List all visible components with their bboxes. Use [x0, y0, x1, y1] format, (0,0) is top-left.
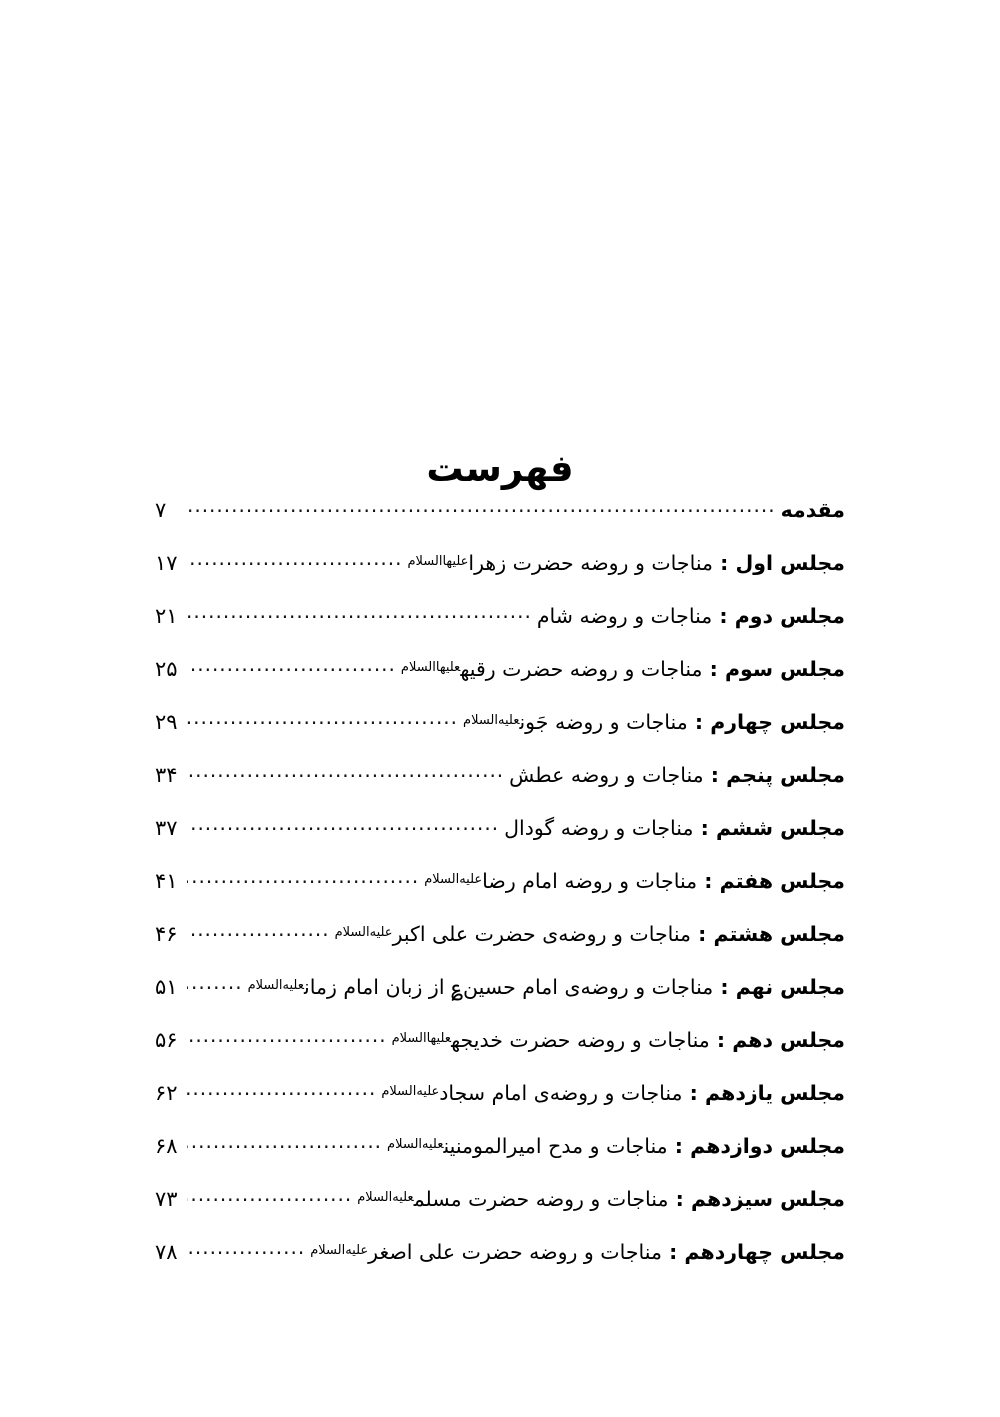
toc-entry-text: [502, 817, 845, 841]
toc-entry-label: مجلس سیزدهم: [690, 1187, 845, 1211]
toc-entry-label: مجلس چهاردهم: [684, 1240, 845, 1264]
toc-entry-description: مناجات و روضه شام: [536, 604, 713, 628]
dot-leader: [187, 554, 403, 570]
toc-entry-text: [355, 1188, 845, 1212]
toc-entry-description: مناجات و روضه‌ی حضرت علی اکبر: [392, 922, 692, 946]
toc-entry[interactable]: [155, 657, 845, 710]
honorific-icon: علیه‌السلام: [357, 1190, 414, 1206]
honorific-icon: علیه‌السلام: [247, 978, 305, 994]
toc-entry-text: [422, 870, 845, 894]
dot-leader: [187, 501, 776, 517]
toc-entry-description: مناجات و مدح امیرالمومنین: [443, 1134, 668, 1158]
toc-entry[interactable]: [155, 869, 845, 922]
toc-entry[interactable]: [155, 710, 845, 763]
toc-entry[interactable]: [155, 1134, 845, 1187]
dot-leader: [187, 1190, 352, 1206]
table-of-contents-list: [155, 498, 845, 1293]
honorific-icon: علیهاالسلام: [400, 660, 461, 676]
toc-entry-description: مناجات و روضه‌ی امام حسین؏ از زبان امام زمان: [304, 975, 714, 999]
toc-entry[interactable]: [155, 1187, 845, 1240]
toc-entry[interactable]: [155, 1028, 845, 1081]
dot-leader: [187, 978, 243, 994]
toc-entry-description: مناجات و روضه حضرت زهرا: [468, 551, 713, 575]
dot-leader: [187, 1084, 376, 1100]
toc-entry-label: مجلس هشتم: [713, 922, 845, 946]
dot-leader: [187, 766, 504, 782]
toc-entry-page-number: ۵۶: [155, 1028, 178, 1052]
honorific-icon: علیه‌السلام: [381, 1084, 440, 1100]
dot-leader: [187, 607, 532, 623]
toc-entry-separator: :: [661, 1240, 685, 1264]
toc-entry-separator: :: [712, 604, 735, 628]
toc-entry-separator: :: [682, 1081, 706, 1105]
toc-entry-separator: :: [703, 763, 727, 787]
toc-entry-page-number: ۷۸: [155, 1240, 178, 1264]
toc-entry-label: مجلس هفتم: [719, 869, 845, 893]
toc-entry-text: [399, 658, 845, 682]
toc-entry-separator: :: [668, 1187, 691, 1211]
dot-leader: [187, 1137, 382, 1153]
toc-entry-page-number: ۳۴: [155, 763, 178, 787]
toc-entry[interactable]: [155, 551, 845, 604]
dot-leader: [187, 1031, 387, 1047]
toc-entry-label: مجلس نهم: [735, 975, 845, 999]
toc-entry-text: [379, 1082, 845, 1106]
toc-entry-separator: :: [702, 657, 725, 681]
toc-entry-label: مجلس یازدهم: [705, 1081, 845, 1105]
honorific-icon: علیه‌السلام: [424, 872, 483, 888]
toc-entry-separator: :: [691, 922, 714, 946]
toc-entry[interactable]: [155, 1081, 845, 1134]
honorific-icon: علیهاالسلام: [407, 554, 469, 570]
toc-entry-page-number: ۱۷: [155, 551, 178, 575]
toc-entry-separator: :: [697, 869, 720, 893]
toc-entry-text: [246, 976, 845, 1000]
toc-entry-text: [390, 1029, 845, 1053]
toc-entry-description: مناجات و روضه گودال: [504, 816, 694, 840]
toc-entry-label: مقدمه: [780, 498, 845, 522]
toc-entry-text: [333, 923, 845, 947]
toc-entry-page-number: ۴۶: [155, 922, 178, 946]
toc-entry-label: مجلس دوازدهم: [690, 1134, 845, 1158]
toc-entry-label: مجلس دهم: [732, 1028, 845, 1052]
toc-entry-label: مجلس دوم: [734, 604, 845, 628]
toc-entry-page-number: ۵۱: [155, 975, 178, 999]
toc-entry[interactable]: [155, 763, 845, 816]
honorific-icon: علیه‌السلام: [334, 925, 393, 941]
toc-entry-separator: :: [713, 975, 736, 999]
toc-entry[interactable]: [155, 604, 845, 657]
toc-entry-text: [507, 764, 845, 788]
toc-entry-text: [461, 711, 845, 735]
toc-entry-text: [406, 552, 846, 576]
toc-entry-page-number: ۶۲: [155, 1081, 178, 1105]
toc-entry-description: مناجات و روضه عطش: [509, 763, 704, 787]
toc-entry-description: مناجات و روضه جَون: [519, 710, 688, 734]
toc-entry-label: مجلس پنجم: [726, 763, 845, 787]
dot-leader: [187, 872, 419, 888]
dot-leader: [187, 1243, 305, 1259]
toc-entry-page-number: ۲۹: [155, 710, 178, 734]
toc-entry-separator: :: [709, 1028, 733, 1052]
toc-entry-description: مناجات و روضه امام رضا: [482, 869, 698, 893]
dot-leader: [187, 713, 458, 729]
honorific-icon: علیهاالسلام: [391, 1031, 452, 1047]
toc-entry-text: [385, 1135, 845, 1159]
toc-entry-page-number: ۷: [155, 498, 167, 522]
toc-entry-label: مجلس چهارم: [710, 710, 845, 734]
dot-leader: [187, 660, 396, 676]
toc-entry-separator: :: [693, 816, 716, 840]
dot-leader: [187, 925, 330, 941]
honorific-icon: علیه‌السلام: [387, 1137, 444, 1153]
honorific-icon: علیه‌السلام: [463, 713, 520, 729]
toc-entry-label: مجلس اول: [735, 551, 845, 575]
toc-entry-page-number: ۶۸: [155, 1134, 178, 1158]
toc-entry-separator: :: [667, 1134, 691, 1158]
toc-entry-page-number: ۲۱: [155, 604, 178, 628]
toc-entry-separator: :: [713, 551, 736, 575]
toc-entry-separator: :: [687, 710, 711, 734]
toc-entry-label: مجلس ششم: [715, 816, 845, 840]
toc-entry[interactable]: [155, 1240, 845, 1293]
page-title: فهرست: [426, 446, 574, 490]
toc-entry[interactable]: [155, 922, 845, 975]
toc-entry-page-number: ۴۱: [155, 869, 178, 893]
toc-entry-text: [779, 499, 845, 523]
toc-entry-page-number: ۲۵: [155, 657, 178, 681]
toc-entry-description: مناجات و روضه حضرت مسلم: [413, 1187, 669, 1211]
toc-entry-description: مناجات و روضه‌ی امام سجاد: [439, 1081, 683, 1105]
toc-entry[interactable]: [155, 816, 845, 869]
toc-entry-description: مناجات و روضه حضرت علی اصغر: [368, 1240, 662, 1264]
toc-entry-page-number: ۳۷: [155, 816, 178, 840]
toc-entry-description: مناجات و روضه حضرت خدیجه: [451, 1028, 710, 1052]
toc-entry[interactable]: [155, 498, 845, 551]
toc-entry-label: مجلس سوم: [725, 657, 845, 681]
dot-leader: [187, 819, 499, 835]
toc-entry-page-number: ۷۳: [155, 1187, 178, 1211]
toc-entry[interactable]: [155, 975, 845, 1028]
toc-entry-text: [535, 605, 845, 629]
toc-entry-description: مناجات و روضه حضرت رقیه: [460, 657, 703, 681]
honorific-icon: علیه‌السلام: [310, 1243, 369, 1259]
toc-entry-text: [308, 1241, 845, 1265]
